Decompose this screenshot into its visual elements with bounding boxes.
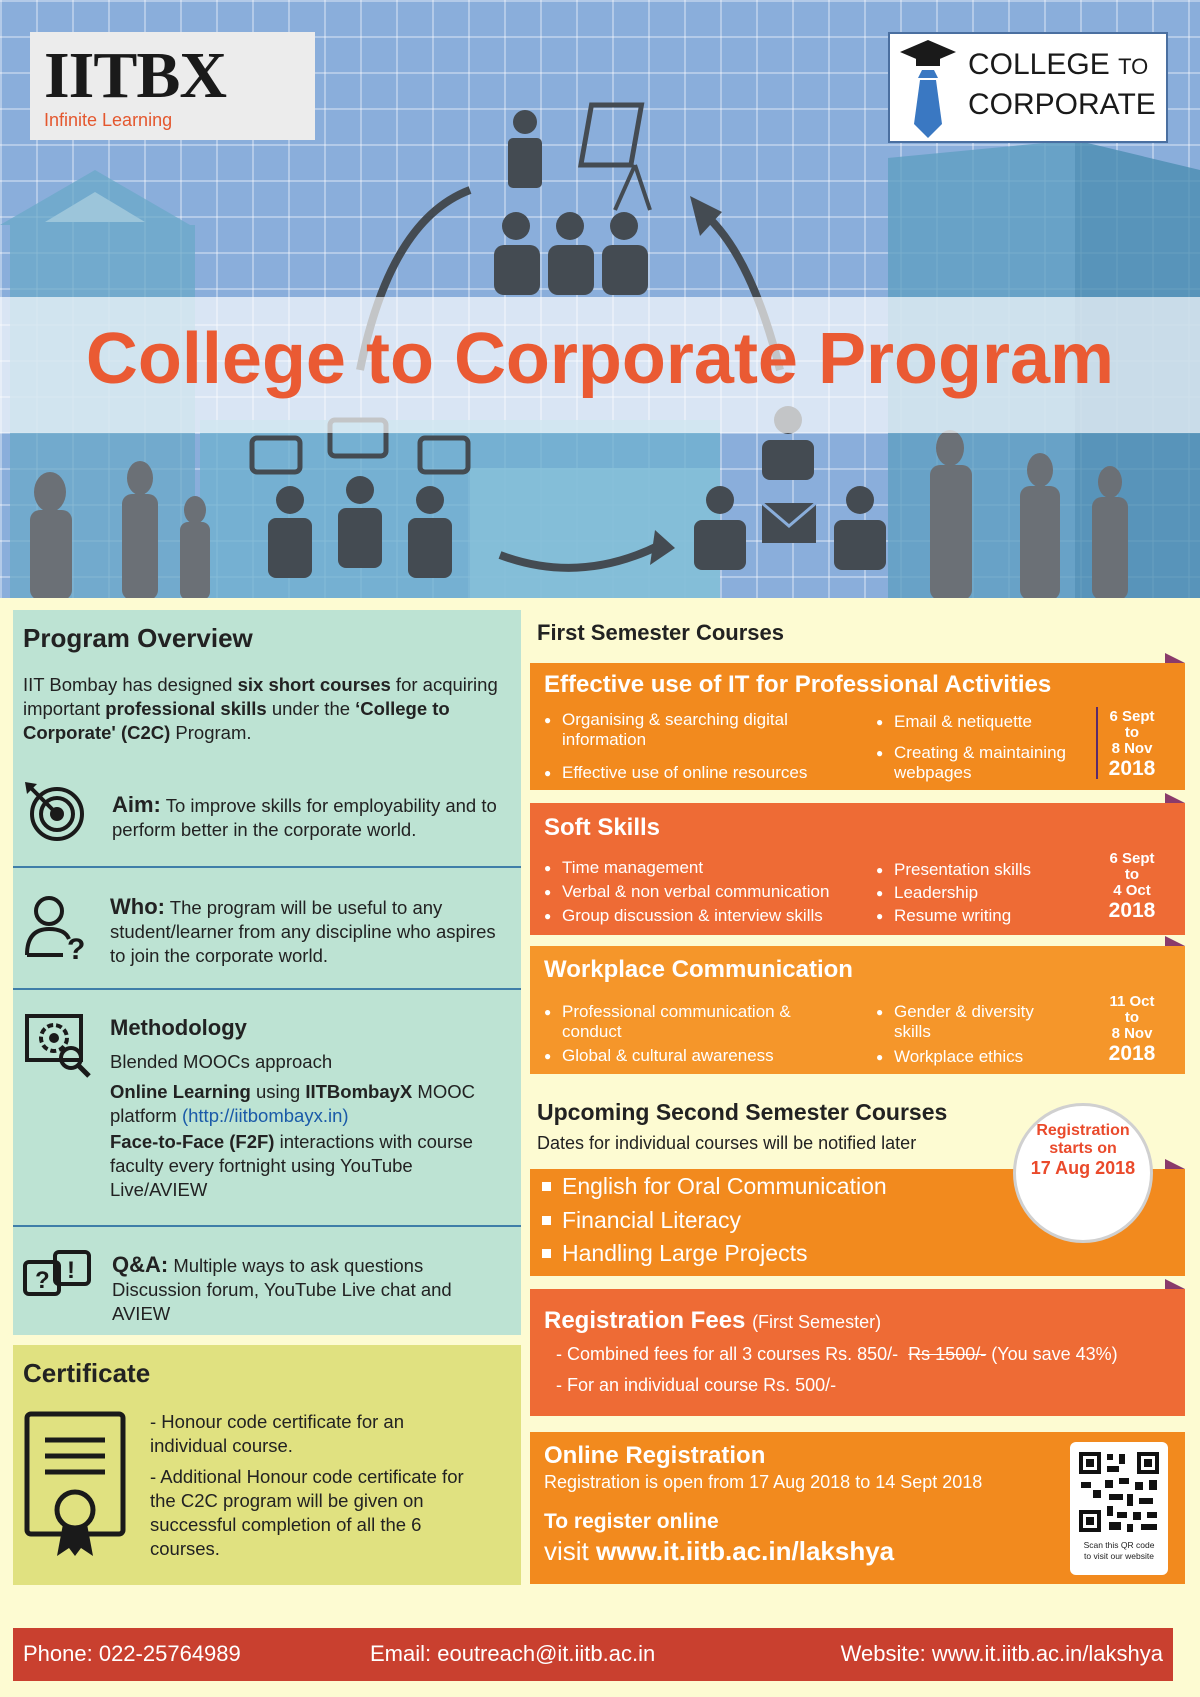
graduation-tie-icon [898, 38, 958, 138]
course-topic: ● Leadership [876, 883, 1076, 903]
registration-fees-card [530, 1289, 1185, 1416]
logo-text: IITBX [44, 39, 227, 112]
certificate-icon [23, 1410, 128, 1560]
second-semester-course: Financial Literacy [542, 1207, 741, 1234]
first-semester-heading: First Semester Courses [537, 620, 784, 645]
course-dates: 6 Sept to 8 Nov 2018 [1108, 708, 1156, 780]
person-question-icon [23, 893, 89, 961]
gear-monitor-icon [23, 1010, 93, 1080]
course-topic: ● Global & cultural awareness [544, 1046, 804, 1066]
registration-url-line: visit www.it.iitb.ac.in/lakshya [544, 1536, 895, 1566]
online-registration-card [530, 1432, 1185, 1584]
course-topic: ● Group discussion & interview skills [544, 906, 854, 926]
badge-date: 17 Aug 2018 [1030, 1158, 1136, 1178]
course-dates: 11 Oct to 8 Nov 2018 [1108, 993, 1156, 1065]
course-topic: ● Gender & diversity skills [876, 1002, 1046, 1042]
course-card-workplace-communication [530, 946, 1185, 1074]
fees-combined: - Combined fees for all 3 courses Rs. 850/- Rs 1500/- (You save 43%) [556, 1344, 1118, 1364]
footer-email[interactable]: Email: eoutreach@it.iitb.ac.in [370, 1641, 656, 1666]
registration-url[interactable]: www.it.iitb.ac.in/lakshya [596, 1536, 895, 1566]
target-icon [23, 780, 85, 842]
second-semester-course: English for Oral Communication [542, 1173, 887, 1200]
qa-text: Q&A: Multiple ways to ask questions Discussion forum, YouTube Live chat and AVIEW [112, 1252, 452, 1324]
iitbx-logo [30, 32, 315, 140]
course-topic: ● Time management [544, 858, 854, 878]
fees-heading: Registration Fees (First Semester) [544, 1307, 882, 1334]
question-exclamation-icon [23, 1250, 93, 1310]
fold-corner [1165, 936, 1185, 946]
methodology-heading: Methodology [110, 1015, 247, 1040]
fold-corner [1165, 653, 1185, 663]
overview-heading: Program Overview [23, 623, 253, 653]
svg-text:?: ? [67, 933, 86, 961]
badge-line: Registration [1036, 1122, 1130, 1139]
qr-code-icon[interactable] [1077, 1450, 1161, 1534]
logo-tagline: Infinite Learning [44, 110, 173, 130]
second-semester-note: Dates for individual courses will be notified later [537, 1133, 917, 1153]
course-topic: ● Effective use of online resources [544, 763, 834, 783]
footer-website[interactable]: Website: www.it.iitb.ac.in/lakshya [840, 1641, 1163, 1666]
badge-corporate: CORPORATE [968, 88, 1156, 121]
divider [13, 866, 521, 868]
course-topic: ● Organising & searching digital information [544, 710, 834, 750]
fees-individual: - For an individual course Rs. 500/- [556, 1375, 837, 1395]
aim-text: Aim: To improve skills for employability and to perform better in the corporate world. [112, 792, 497, 840]
footer-phone[interactable]: Phone: 022-25764989 [23, 1641, 241, 1666]
hero-banner [0, 0, 1200, 598]
course-title: Workplace Communication [544, 956, 853, 983]
course-topic: ● Workplace ethics [876, 1047, 1076, 1067]
who-text: Who: The program will be useful to any student/learner from any discipline who aspires to join the corporate world. [110, 894, 496, 966]
methodology-online: Online Learning using IITBombayX MOOC platform (http://iitbombayx.in) [110, 1081, 475, 1126]
badge-to: TO [1118, 54, 1149, 79]
certificate-item-2: - Additional Honour code certificate for the C2C program will be given on successful completion of all the 6 courses. [150, 1466, 464, 1559]
qr-code-box [1070, 1442, 1168, 1575]
second-semester-heading: Upcoming Second Semester Courses [537, 1099, 948, 1125]
course-topic: ● Professional communication & conduct [544, 1002, 804, 1042]
course-topic: ● Verbal & non verbal communication [544, 882, 854, 902]
certificate-heading: Certificate [23, 1358, 151, 1388]
divider [13, 988, 521, 990]
fold-corner [1165, 793, 1185, 803]
methodology-f2f: Face-to-Face (F2F) interactions with course faculty every fortnight using YouTube Live/AVIEW [110, 1131, 473, 1200]
registration-period: Registration is open from 17 Aug 2018 to 14 Sept 2018 [544, 1472, 983, 1492]
course-topic: ● Presentation skills [876, 860, 1076, 880]
methodology-approach: Blended MOOCs approach [110, 1051, 333, 1072]
online-registration-heading: Online Registration [544, 1442, 766, 1469]
registration-badge [1013, 1103, 1153, 1243]
overview-text: IIT Bombay has designed six short courses for acquiring important professional skills under the ‘College to Corporate' (C2C) Program. [23, 674, 498, 743]
svg-text:!: ! [67, 1257, 75, 1284]
course-dates: 6 Sept to 4 Oct 2018 [1108, 850, 1156, 922]
to-register-online: To register online [544, 1510, 719, 1533]
course-card-it [530, 663, 1185, 790]
iitbombayx-link[interactable]: (http://iitbombayx.in) [181, 1105, 349, 1126]
fold-corner [1165, 1159, 1185, 1169]
college-to-corporate-badge [888, 32, 1168, 143]
course-topic: ● Creating & maintaining webpages [876, 743, 1076, 783]
course-title: Effective use of IT for Professional Activities [544, 671, 1052, 698]
badge-college: COLLEGE [968, 48, 1110, 81]
certificate-item-1: - Honour code certificate for an individual course. [150, 1411, 404, 1456]
divider [13, 1225, 521, 1227]
course-title: Soft Skills [544, 814, 661, 841]
fold-corner [1165, 1279, 1185, 1289]
footer-bar [13, 1628, 1173, 1681]
course-topic: ● Resume writing [876, 906, 1076, 926]
page-title: College to Corporate Program [85, 319, 1115, 399]
course-card-soft-skills [530, 803, 1185, 935]
badge-line: starts on [1049, 1140, 1117, 1157]
second-semester-course: Handling Large Projects [542, 1240, 807, 1267]
svg-text:?: ? [35, 1267, 50, 1294]
course-topic: ● Email & netiquette [876, 712, 1076, 732]
qr-caption: Scan this QR code to visit our website [1083, 1540, 1155, 1561]
